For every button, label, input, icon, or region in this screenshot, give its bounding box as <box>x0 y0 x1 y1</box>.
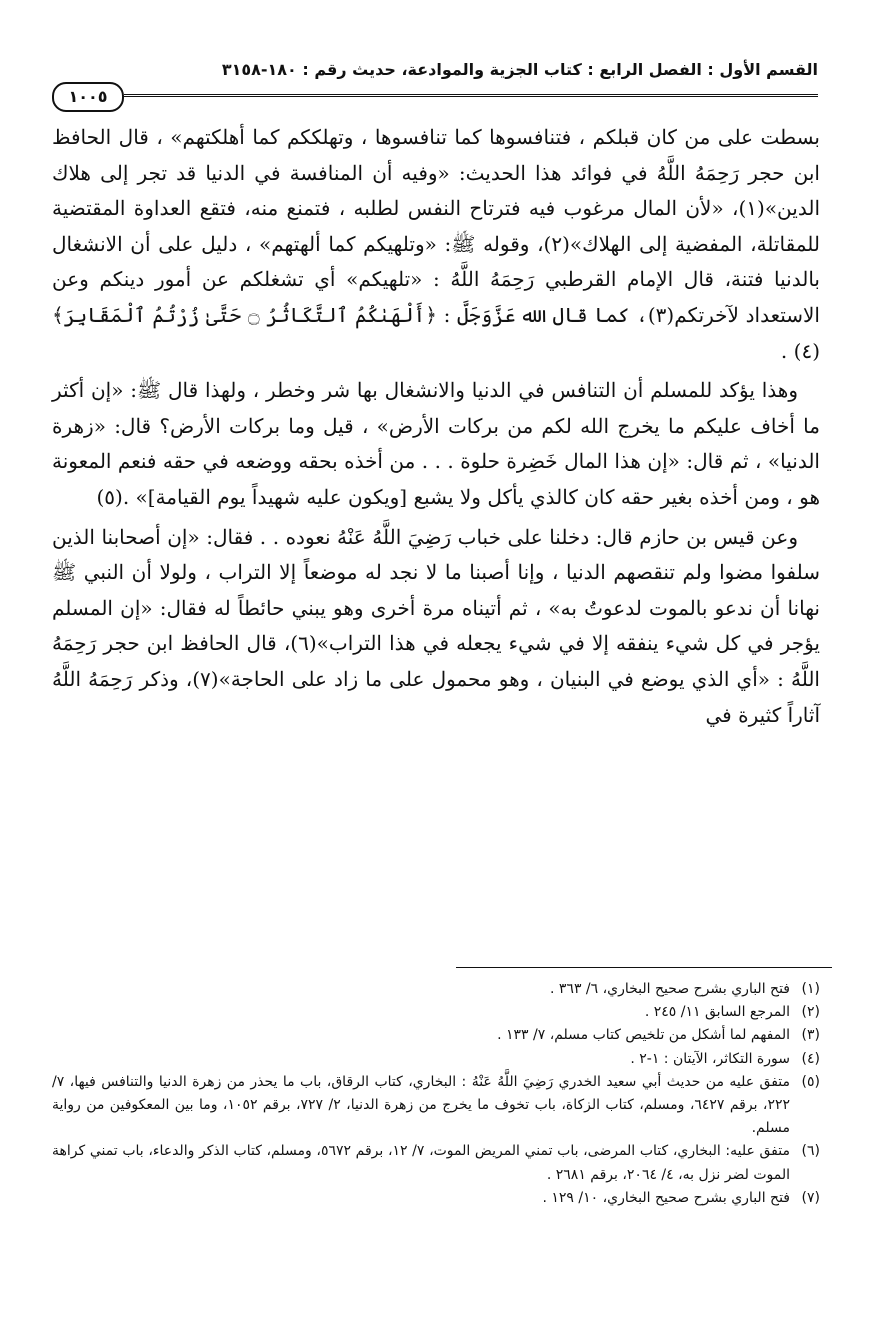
footnote-number: (٣) <box>801 1027 820 1044</box>
footnote <box>52 1071 820 1141</box>
footnote-number: (٢) <box>801 1004 820 1021</box>
footnote-text: المرجع السابق ١١/ ٢٤٥ . <box>644 1004 790 1021</box>
paragraph-2: وهذا يؤكد للمسلم أن التنافس في الدنيا والانشغال بها شر وخطر ، ولهذا قال ﷺ: «إن أكثر ما أخاف عليكم ما يخرج الله لكم من بركات الأرض» ، قيل وما بركات الأرض؟ قال: «زهرة الدنيا» ، ثم قال: «إن هذا المال خَضِرة حلوة . . . من أخذه بحقه ووضعه في حقه فنعم المعونة هو ، ومن أخذه بغير حقه كان كالذي يأكل ولا يشبع [ويكون عليه شهيداً يوم القيامة]» .(٥) <box>52 378 820 509</box>
footnote <box>52 1187 820 1210</box>
running-header <box>52 60 818 110</box>
paragraph-3: وعن قيس بن حازم قال: دخلنا على خباب رَضِيَ اللَّهُ عَنْهُ نعوده . . فقال: «إن أصحابنا الذين سلفوا مضوا ولم تنقصهم الدنيا ، وإنا أصبنا ما لا نجد له موضعاً إلا التراب ، ولولا أن النبي ﷺ نهانا أن ندعو بالموت لدعوتُ به» ، ثم أتيناه مرة أخرى وهو يبني حائطاً له فقال: «إن المسلم يؤجر في كل شيء ينفقه إلا في شيء يجعله في هذا التراب»(٦)، قال الحافظ ابن حجر رَحِمَهُ اللَّهُ : «أي الذي يوضع في البنيان ، وهو محمول على ما زاد على الحاجة»(٧)، وذكر رَحِمَهُ اللَّهُ آثاراً كثيرة في <box>52 524 820 727</box>
footnote-text: فتح الباري بشرح صحيح البخاري، ٦/ ٣٦٣ . <box>550 981 790 997</box>
footnote-number: (٧) <box>801 1189 820 1206</box>
footnote-text: فتح الباري بشرح صحيح البخاري، ١٠/ ١٢٩ . <box>542 1189 790 1206</box>
footnote-number: (١) <box>801 981 820 997</box>
footnote <box>52 1140 820 1186</box>
page-number: ١٠٠٥ <box>52 82 124 112</box>
footnote-text: المفهم لما أشكل من تلخيص كتاب مسلم، ٧/ ١٣٣ . <box>497 1027 790 1044</box>
footnote <box>52 1024 820 1047</box>
header-title: القسم الأول : الفصل الرابع : كتاب الجزية والموادعة، حديث رقم : ١٨٠-٣١٥٨ <box>221 60 818 79</box>
main-text <box>52 120 820 733</box>
footnote-number: (٥) <box>801 1073 820 1090</box>
footnote-number: (٤) <box>801 1050 820 1067</box>
header-rule <box>124 94 818 97</box>
footnote-divider <box>456 967 832 968</box>
footnote <box>52 978 820 1001</box>
footnote-text: سورة التكاثر، الآيتان : ١-٢ . <box>630 1050 790 1067</box>
footnote-text: متفق عليه من حديث أبي سعيد الخدري رَضِيَ اللَّهُ عَنْهُ : البخاري، كتاب الرقاق، باب ما يحذر من زهرة الدنيا والتنافس فيها، ٧/ ٢٢٢، برقم ٦٤٢٧، ومسلم، كتاب الزكاة، باب تخوف ما يخرج من زهرة الدنيا، ٢/ ٧٢٧، برقم ١٠٥٢، وما بين المعكوفين من رواية مسلم. <box>52 1073 790 1137</box>
footnote-text: متفق عليه: البخاري، كتاب المرضى، باب تمني المريض الموت، ٧/ ١٢، برقم ٥٦٧٢، ومسلم، كتاب الذكر والدعاء، باب تمني كراهة الموت لضر نزل به، ٤/ ٢٠٦٤، برقم ٢٦٨١ . <box>52 1143 790 1183</box>
footnote <box>52 1001 820 1024</box>
footnotes <box>52 978 820 1210</box>
footnote <box>52 1048 820 1071</box>
footnote-number: (٦) <box>801 1143 820 1160</box>
paragraph-1: بسطت على من كان قبلكم ، فتنافسوها كما تنافسوها ، وتهلككم كما أهلكتهم» ، قال الحافظ ابن حجر رَحِمَهُ اللَّهُ في فوائد هذا الحديث: «وفيه أن المنافسة في الدنيا قد تجر إلى هلاك الدين»(١)، «لأن المال مرغوب فيه فترتاح النفس لطلبه ، فتمنع منه، فتقع العداوة المقتضية للمقاتلة، المفضية إلى الهلاك»(٢)، وقوله ﷺ: «وتلهيكم كما ألهتهم» ، دليل على أن الانشغال بالدنيا فتنة، قال الإمام القرطبي رَحِمَهُ اللَّهُ : «تلهيكم» أي تشغلكم عن أمور دينكم وعن الاستعداد لآخرتكم(٣)، كما قال الله عَزَّوَجَلَّ : ﴿أَلْهَىٰكُمُ ٱلتَّكَاثُرُ ۝ حَتَّىٰ زُرْتُمُ ٱلْمَقَابِرَ﴾(٤) . <box>52 125 820 363</box>
